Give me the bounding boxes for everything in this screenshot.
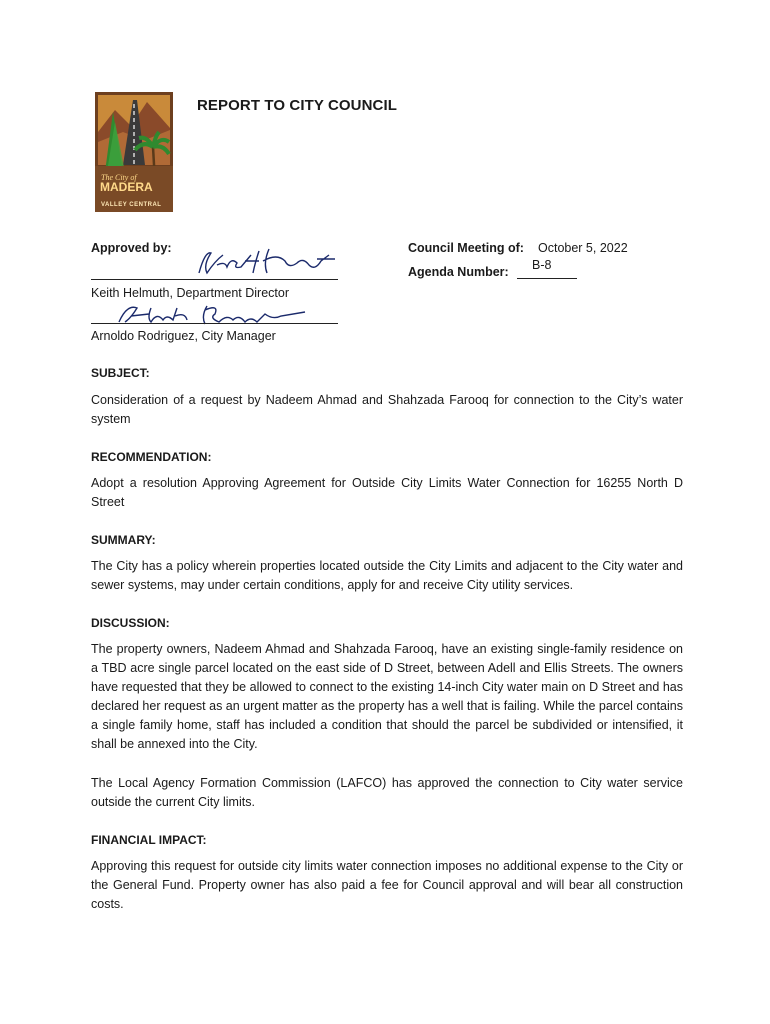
signature-line-2 (91, 323, 338, 324)
subject-body: Consideration of a request by Nadeem Ahmad and Shahzada Farooq for connection to the City’s water system (91, 393, 683, 426)
discussion-heading: DISCUSSION: (91, 616, 170, 630)
agenda-number-value: B-8 (532, 258, 552, 272)
approver-2-name: Arnoldo Rodriguez, City Manager (91, 329, 276, 343)
signature-2 (115, 300, 315, 330)
logo-line3: VALLEY CENTRAL (101, 202, 162, 208)
logo-line1: The City of (101, 173, 137, 182)
subject-heading: SUBJECT: (91, 366, 150, 380)
financial-impact-heading: FINANCIAL IMPACT: (91, 833, 207, 847)
signature-1 (193, 243, 343, 281)
signature-line-1 (91, 279, 338, 280)
council-meeting-value: October 5, 2022 (538, 241, 628, 255)
financial-impact-body: Approving this request for outside city limits water connection imposes no additional expense to the City or the General Fund. Property owner has also paid a fee for Council approval and will bear all construction costs. (91, 859, 683, 911)
summary-heading: SUMMARY: (91, 533, 156, 547)
summary-body: The City has a policy wherein properties located outside the City Limits and adjacent to the City water and sewer systems, may under certain conditions, apply for and receive City utility services. (91, 559, 683, 592)
city-of-madera-logo (95, 92, 173, 212)
council-meeting-label: Council Meeting of: (408, 241, 524, 255)
recommendation-body: Adopt a resolution Approving Agreement for Outside City Limits Water Connection for 16255 North D Street (91, 476, 683, 509)
agenda-number-underline (517, 278, 577, 279)
approver-1-name: Keith Helmuth, Department Director (91, 286, 289, 300)
logo-line2: MADERA (100, 180, 153, 194)
discussion-body-2: The Local Agency Formation Commission (LAFCO) has approved the connection to City water service outside the current City limits. (91, 776, 683, 809)
approved-by-label: Approved by: (91, 241, 172, 255)
agenda-number-label: Agenda Number: (408, 265, 509, 279)
discussion-body-1: The property owners, Nadeem Ahmad and Shahzada Farooq, have an existing single-family residence on a TBD acre single parcel located on the east side of D Street, between Adell and Ellis Streets. The owners have requested that they be allowed to connect to the existing 14-inch City water main on D Street and has declared her request as an urgent matter as the property has a well that is failing. While the parcel contains a single family home, staff has included a condition that should the parcel be subdivided or intensified, it shall be annexed into the City. (91, 642, 683, 751)
recommendation-heading: RECOMMENDATION: (91, 450, 212, 464)
page-title: REPORT TO CITY COUNCIL (197, 97, 397, 114)
